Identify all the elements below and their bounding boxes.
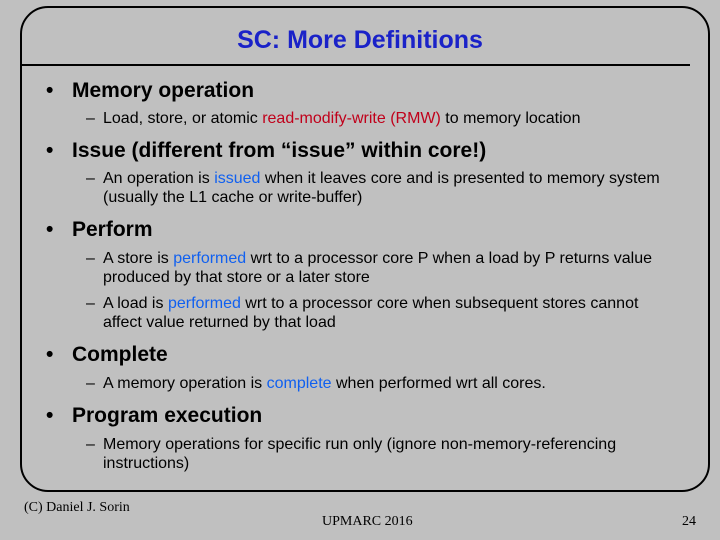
sub-text: An operation is — [103, 170, 215, 187]
dash-icon: – — [86, 110, 95, 127]
bullet-icon: • — [46, 343, 54, 366]
bullet-heading: Issue (different from “issue” within core!) — [72, 139, 487, 162]
bullet-icon: • — [46, 404, 54, 427]
sub-text: A load is — [103, 295, 168, 312]
highlight-term: complete — [266, 375, 332, 392]
bullet-icon: • — [46, 139, 54, 162]
sub-text: Memory operations for specific run only (ignore non-memory-referencing instructions) — [103, 436, 617, 472]
sub-text: to memory location — [440, 110, 581, 127]
title-divider — [22, 64, 690, 66]
bullet-perform — [46, 218, 153, 242]
sub-bullet — [86, 374, 686, 393]
bullet-complete — [46, 343, 168, 367]
dash-icon: – — [86, 170, 95, 187]
highlight-term: issued — [214, 170, 261, 187]
sub-text: wrt to a processor core P when a load by P returns value produced by that store or a later store — [103, 250, 653, 286]
dash-icon: – — [86, 436, 95, 453]
page-number: 24 — [682, 514, 696, 529]
footer-author: (C) Daniel J. Sorin — [24, 500, 130, 515]
bullet-program-execution — [46, 404, 262, 428]
bullet-heading: Program execution — [72, 404, 263, 427]
sub-bullet — [86, 249, 686, 287]
slide-title: SC: More Definitions — [237, 26, 483, 54]
highlight-term: performed — [173, 250, 247, 267]
bullet-icon: • — [46, 218, 54, 241]
dash-icon: – — [86, 375, 95, 392]
bullet-icon: • — [46, 79, 54, 102]
sub-text: A store is — [103, 250, 174, 267]
highlight-term: performed — [167, 295, 241, 312]
dash-icon: – — [86, 295, 95, 312]
sub-text: wrt to a processor core when subsequent stores cannot affect value returned by that load — [103, 295, 639, 331]
sub-bullet — [86, 294, 676, 332]
sub-text: Load, store, or atomic — [103, 110, 263, 127]
sub-text: when it leaves core and is presented to memory system (usually the L1 cache or write-buffer) — [103, 170, 660, 206]
bullet-heading: Perform — [72, 218, 153, 241]
bullet-heading: Memory operation — [72, 79, 255, 102]
dash-icon: – — [86, 250, 95, 267]
bullet-heading: Complete — [72, 343, 168, 366]
sub-bullet — [86, 169, 686, 207]
footer-event: UPMARC 2016 — [322, 514, 413, 529]
sub-bullet — [86, 435, 686, 473]
sub-text: when performed wrt all cores. — [331, 375, 546, 392]
bullet-memory-operation — [46, 79, 254, 103]
bullet-issue — [46, 139, 486, 163]
sub-bullet — [86, 109, 686, 128]
sub-text: A memory operation is — [103, 375, 267, 392]
highlight-term: read-modify-write (RMW) — [262, 110, 441, 127]
